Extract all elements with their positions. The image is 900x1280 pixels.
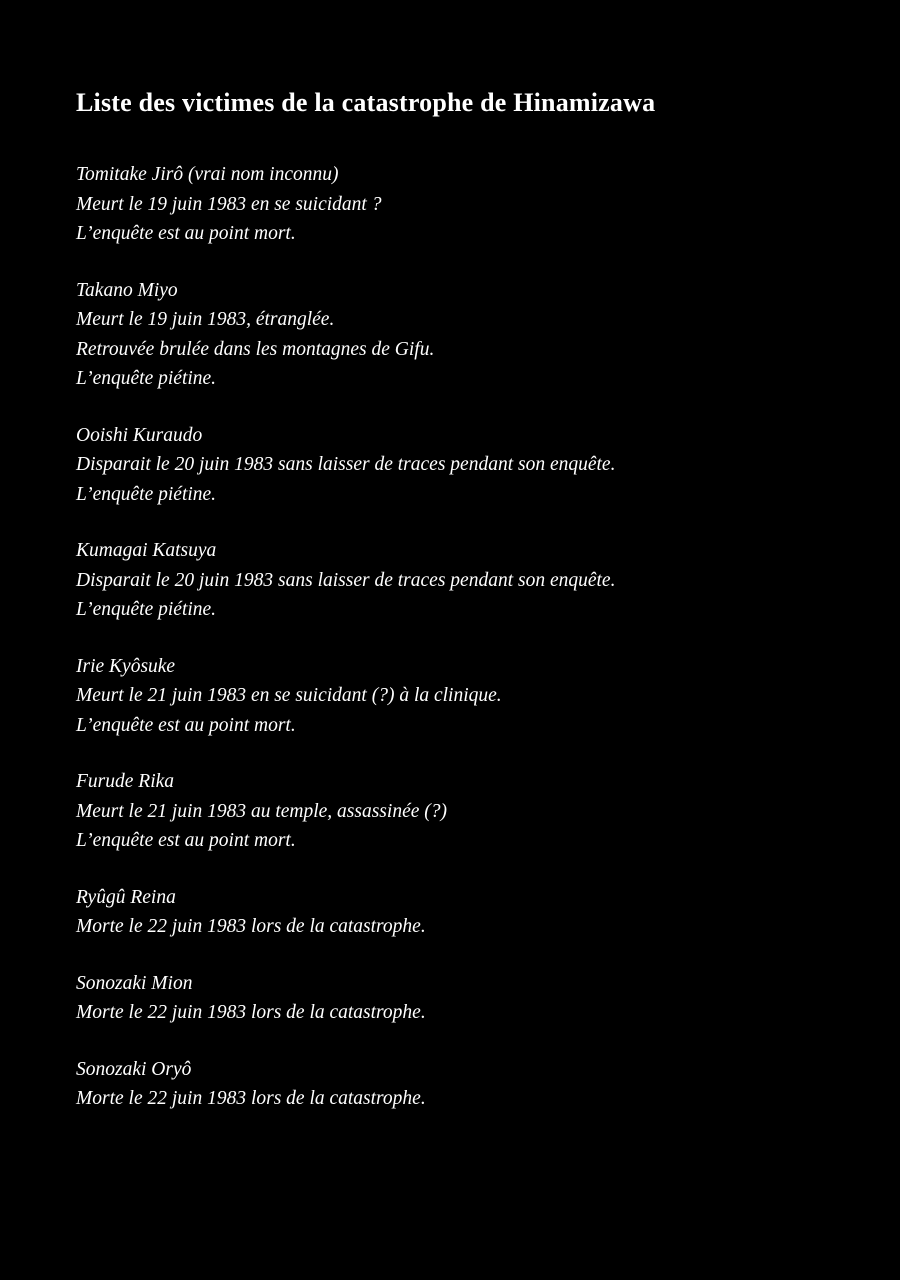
page-title: Liste des victimes de la catastrophe de Hinamizawa — [76, 88, 656, 118]
victim-entry — [76, 969, 836, 1028]
victim-entry — [76, 1055, 836, 1114]
victim-entry — [76, 767, 836, 856]
victim-detail-line: Meurt le 21 juin 1983 en se suicidant (?) à la clinique. — [76, 685, 502, 706]
victim-entry — [76, 652, 836, 741]
victim-detail-line: Disparait le 20 juin 1983 sans laisser de traces pendant son enquête. — [76, 569, 616, 591]
victim-entry — [76, 536, 836, 625]
victim-list — [76, 160, 836, 1114]
victim-detail-line: L’enquête piétine. — [76, 368, 217, 389]
victim-detail-line: Disparait le 20 juin 1983 sans laisser de traces pendant son enquête. — [76, 454, 616, 475]
victim-detail-line: Morte le 22 juin 1983 lors de la catastrophe. — [76, 1088, 426, 1109]
victim-name: Irie Kyôsuke — [76, 655, 176, 677]
victim-name: Sonozaki Oryô — [76, 1058, 192, 1080]
victim-detail-line: L’enquête est au point mort. — [76, 223, 296, 244]
victim-detail-line: L’enquête piétine. — [76, 483, 217, 505]
victim-detail-line: Meurt le 21 juin 1983 au temple, assassinée (?) — [76, 800, 447, 822]
victim-detail-line: Retrouvée brulée dans les montagnes de Gifu. — [76, 338, 435, 360]
victim-entry — [76, 276, 836, 394]
victim-detail-line: Meurt le 19 juin 1983, étranglée. — [76, 309, 335, 330]
victim-entry — [76, 421, 836, 510]
victim-detail-line: L’enquête est au point mort. — [76, 830, 296, 851]
victim-entry — [76, 883, 836, 942]
victim-detail-line: Morte le 22 juin 1983 lors de la catastrophe. — [76, 1002, 426, 1023]
victim-name: Ooishi Kuraudo — [76, 424, 203, 446]
victim-detail-line: Meurt le 19 juin 1983 en se suicidant ? — [76, 193, 382, 215]
victim-detail-line: L’enquête piétine. — [76, 599, 217, 620]
victim-detail-line: Morte le 22 juin 1983 lors de la catastrophe. — [76, 916, 426, 937]
victim-name: Kumagai Katsuya — [76, 540, 217, 561]
victim-entry — [76, 160, 836, 249]
victim-name: Furude Rika — [76, 771, 175, 792]
victim-name: Ryûgû Reina — [76, 886, 176, 908]
victim-name: Tomitake Jirô (vrai nom inconnu) — [76, 164, 339, 185]
victim-name: Sonozaki Mion — [76, 972, 193, 994]
victim-name: Takano Miyo — [76, 279, 178, 301]
victim-detail-line: L’enquête est au point mort. — [76, 714, 296, 736]
